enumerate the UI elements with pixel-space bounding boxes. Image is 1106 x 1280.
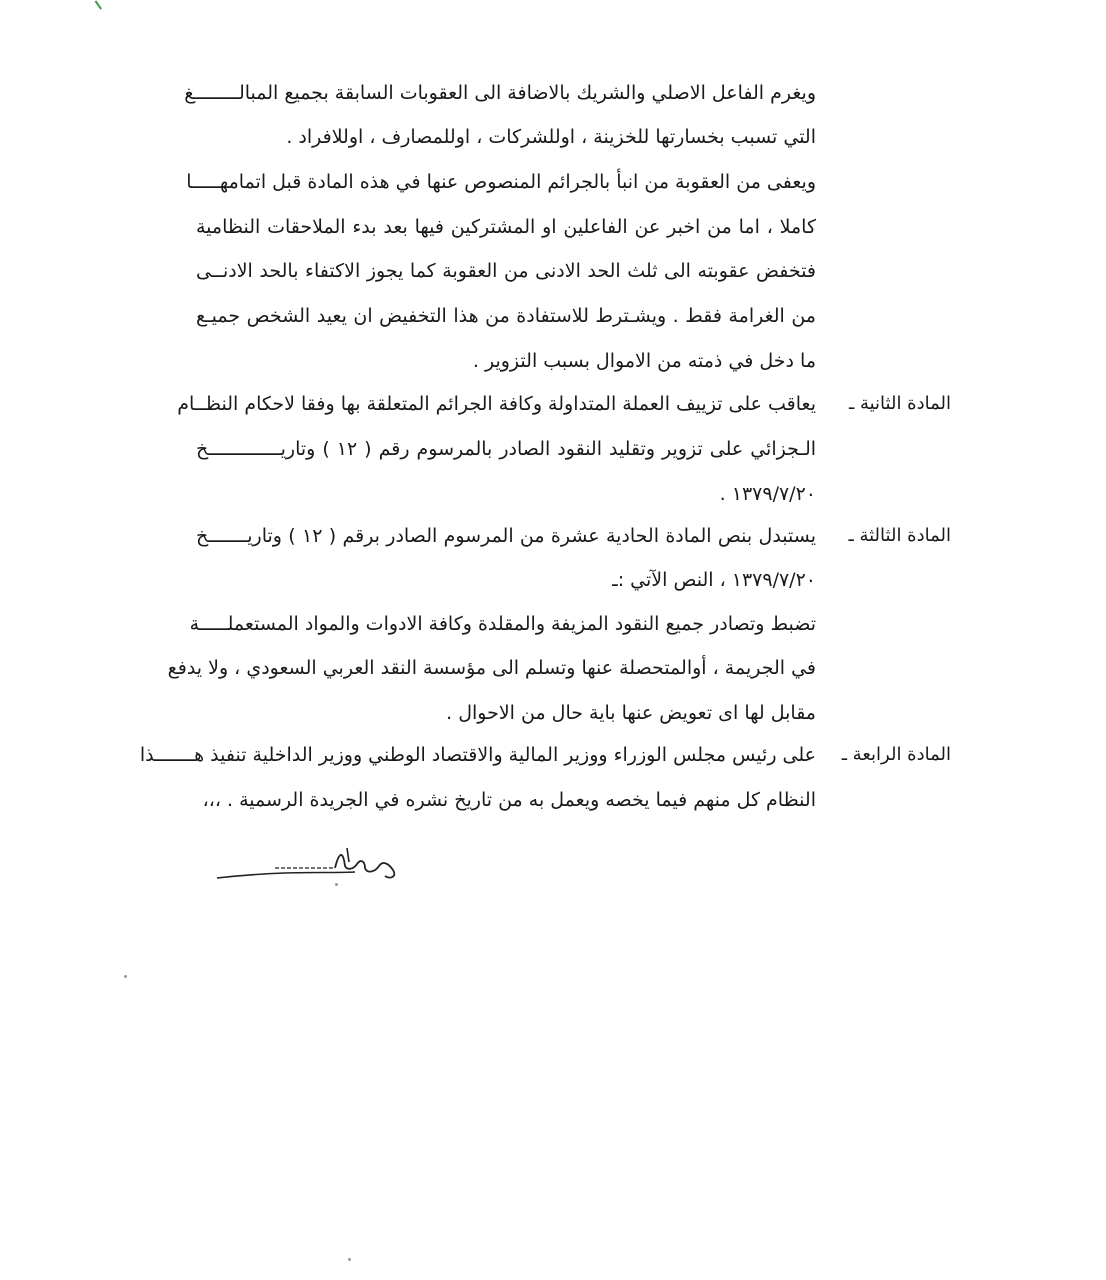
article-three-label: المادة الثالثة ـ (848, 525, 951, 546)
text-line: ويعفى من العقوبة من انبأ بالجرائم المنصوص عنها في هذه المادة قبل اتمامهـــــا (186, 171, 816, 193)
text-line: من الغرامة فقط . ويشـترط للاستفادة من هذا التخفيض ان يعيد الشخص جميـع (196, 305, 816, 327)
signature-mark (215, 846, 405, 896)
text-line: التي تسبب بخسارتها للخزينة ، اوللشركات ، اوللمصارف ، اوللافراد . (286, 126, 816, 148)
text-line: كاملا ، اما من اخبر عن الفاعلين او المشتركين فيها بعد بدء الملاحقات النظامية (196, 216, 816, 238)
text-line: ويغرم الفاعل الاصلي والشريك بالاضافة الى العقوبات السابقة بجميع المبالــــــــغ (184, 82, 816, 104)
text-line: في الجريمة ، أوالمتحصلة عنها وتسلم الى مؤسسة النقد العربي السعودي ، ولا يدفع (167, 657, 816, 679)
text-line: يستبدل بنص المادة الحادية عشرة من المرسوم الصادر برقم ( ١٢ ) وتاريـــــــخ (196, 525, 816, 547)
text-line: مقابل لها اى تعويض عنها باية حال من الاحوال . (446, 702, 816, 724)
text-line: على رئيس مجلس الوزراء ووزير المالية والاقتصاد الوطني ووزير الداخلية تنفيذ هـــــــذا (139, 744, 816, 766)
corner-mark (95, 0, 114, 10)
text-line: النظام كل منهم فيما يخصه ويعمل به من تاريخ نشره في الجريدة الرسمية . ،،، (202, 789, 816, 811)
text-line: يعاقب على تزييف العملة المتداولة وكافة الجرائم المتعلقة بها وفقا لاحكام النظــام (177, 393, 816, 415)
text-line: فتخفض عقوبته الى ثلث الحد الادنى من العقوبة كما يجوز الاكتفاء بالحد الادنــى (196, 260, 816, 282)
ink-dot (124, 975, 127, 978)
article-four-label: المادة الرابعة ـ (841, 744, 951, 765)
article-two-label: المادة الثانية ـ (848, 393, 951, 414)
text-line: ١٣٧٩/٧/٢٠ . (719, 483, 816, 505)
ink-dot (348, 1258, 351, 1261)
text-line: ما دخل في ذمته من الاموال بسبب التزوير . (472, 350, 816, 372)
text-line: ١٣٧٩/٧/٢٠ ، النص الآتي :ـ (612, 569, 816, 591)
text-line: تضبط وتصادر جميع النقود المزيفة والمقلدة وكافة الادوات والمواد المستعملـــــة (189, 613, 816, 635)
ink-dot (335, 883, 338, 886)
text-line: الـجزائي على تزوير وتقليد النقود الصادر بالمرسوم رقم ( ١٢ ) وتاريـــــــــــــخ (196, 438, 817, 460)
